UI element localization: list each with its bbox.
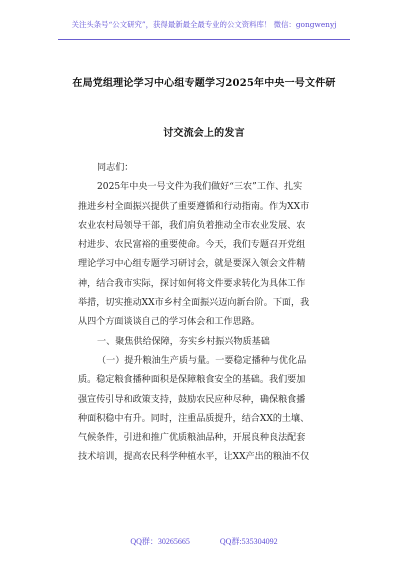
document-title-line-1: 在局党组理论学习中心组专题学习2025年中央一号文件研: [72, 78, 336, 89]
body-line: 技术培训，提高农民科学种植水平，让XX产出的粮油不仅: [78, 452, 310, 463]
body-line: 2025年中央一号文件为我们做好“三农”工作、扎实: [97, 182, 303, 193]
footer-qq-group-2: QQ群:535304092: [219, 537, 278, 546]
document-title-line-2: 讨交流会上的发言: [163, 128, 245, 139]
document-body: [78, 159, 332, 468]
body-line: 理论学习中心组专题学习研讨会，就是要深入领会文件精: [78, 259, 306, 270]
body-line: 举措，切实推动XX市乡村全面振兴迈向新台阶。下面，我: [78, 298, 310, 309]
body-line: 农业农村局领导干部，我们肩负着推动全市农业发展、农: [78, 220, 306, 231]
section-heading: 一、聚焦供给保障，夯实乡村振兴物质基础: [97, 336, 270, 347]
header-divider: [58, 39, 350, 40]
body-line: 从四个方面谈谈自己的学习体会和工作思路。: [78, 317, 260, 328]
header-notice: 关注头条号“公文研究”，获得最新最全最专业的公文资料库！ 微信：gongwenyj: [71, 20, 337, 29]
subsection-heading: （一）提升粮油生产质与量。一要稳定播种与优化品: [97, 355, 307, 366]
body-line: 气候条件，引进和推广优质粮油品种，开展良种良法配套: [78, 433, 306, 444]
body-line: 推进乡村全面振兴提供了重要遵循和行动指南。作为XX市: [78, 201, 310, 212]
footer-contact: [0, 536, 408, 547]
body-line: 神，结合我市实际，探讨如何将文件要求转化为具体工作: [78, 278, 306, 289]
body-line: 种面积稳中有升。同时，注重品质提升，结合XX的土壤、: [78, 413, 310, 424]
footer-qq-group-1: QQ群：30265665: [130, 537, 190, 546]
salutation: 同志们：: [97, 163, 134, 173]
body-line: 村进步、农民富裕的重要使命。今天，我们专题召开党组: [78, 240, 306, 251]
body-line: 强宣传引导和政策支持，鼓励农民应种尽种，确保粮食播: [78, 394, 306, 405]
body-line: 质。稳定粮食播种面积是保障粮食安全的基础。我们要加: [78, 375, 306, 386]
